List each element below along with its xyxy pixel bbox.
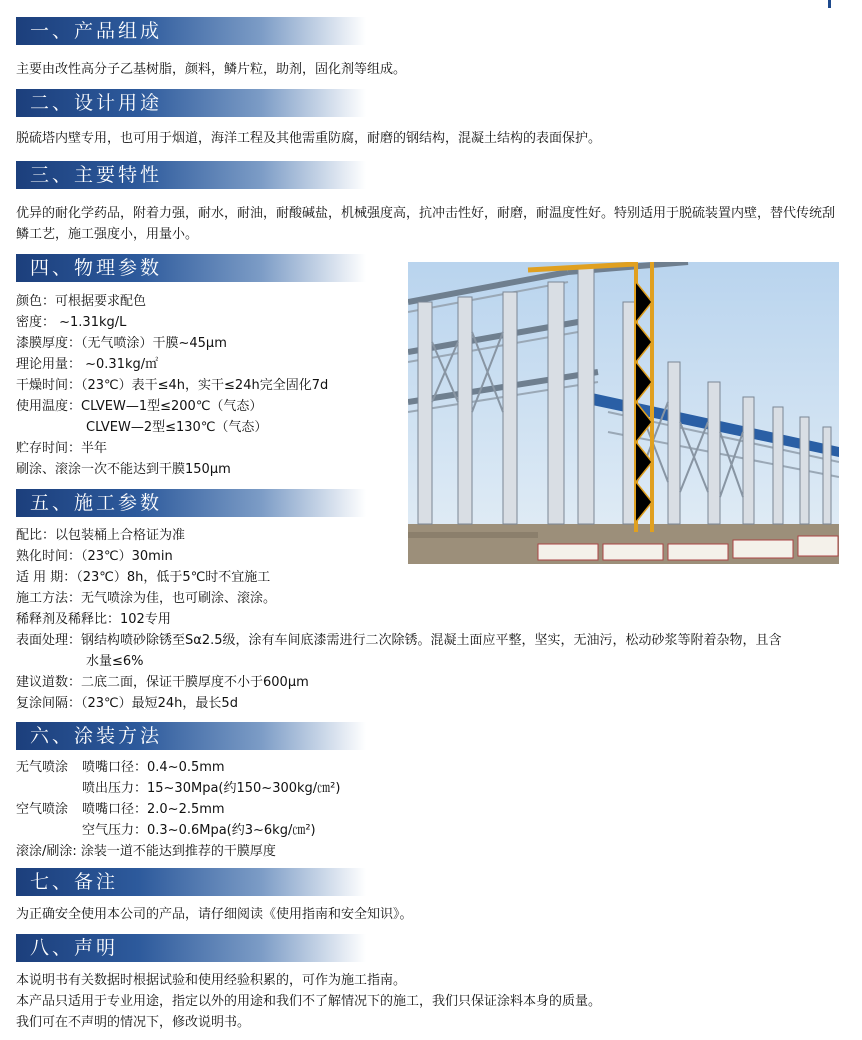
method-roller: 滚涂/刷涂: 涂装一道不能达到推荐的干膜厚度: [16, 844, 276, 859]
param-storage: 贮存时间：半年: [16, 441, 108, 456]
method-airless: 无气喷涂: [16, 760, 69, 775]
param-drying-time: 干燥时间：（23℃）表干≤4h，实干≤24h完全固化7d: [16, 378, 329, 393]
air-pressure: 空气压力：0.3~0.6Mpa(约3~6kg/㎝²): [82, 823, 316, 838]
param-brush-note: 刷涂、滚涂一次不能达到干膜150μm: [16, 462, 231, 477]
app-recoat-interval: 复涂间隔：（23℃）最短24h，最长5d: [16, 696, 238, 711]
app-pot-life: 适 用 期：（23℃）8h，低于5℃时不宜施工: [16, 570, 271, 585]
air-nozzle: 喷嘴口径：2.0~2.5mm: [82, 802, 225, 817]
section-7-header: 七、备注: [16, 868, 366, 896]
app-surface-prep-cont: 水量≤6%: [86, 654, 144, 669]
app-ratio: 配比：以包装桶上合格证为准: [16, 528, 186, 543]
app-thinner: 稀释剂及稀释比：102专用: [16, 612, 171, 627]
section-7-body: 为正确安全使用本公司的产品，请仔细阅读《使用指南和安全知识》。: [16, 907, 413, 922]
airless-pressure: 喷出压力：15~30Mpa(约150~300kg/㎝²): [82, 781, 341, 796]
section-3-body: 优异的耐化学药品，附着力强，耐水，耐油，耐酸碱盐，机械强度高，抗冲击性好，耐磨，耐温度性好。特别适用于脱硫装置内壁，替代传统刮鳞工艺，施工强度小，用量小。: [16, 206, 836, 242]
steel-structure-illustration: [408, 262, 839, 564]
construction-site-photo: [408, 262, 839, 564]
statement-line-3: 我们可在不声明的情况下，修改说明书。: [16, 1015, 251, 1030]
section-2-header: 二、设计用途: [16, 89, 366, 117]
param-service-temp-2: CLVEW—2型≤130℃（气态）: [86, 420, 268, 435]
section-3-header: 三、主要特性: [16, 161, 366, 189]
param-film-thickness: 漆膜厚度：（无气喷涂）干膜~45μm: [16, 336, 227, 351]
app-cure-time: 熟化时间：（23℃）30min: [16, 549, 173, 564]
app-surface-prep: 表面处理：钢结构喷砂除锈至Sα2.5级，涂有车间底漆需进行二次除锈。混凝土面应平整，坚实，无油污，松动砂浆等附着杂物，且含: [16, 633, 782, 648]
param-density: 密度： ~1.31kg/L: [16, 315, 127, 330]
statement-line-2: 本产品只适用于专业用途，指定以外的用途和我们不了解情况下的施工，我们只保证涂料本身的质量。: [16, 994, 602, 1009]
param-theoretical-usage: 理论用量： ~0.31kg/㎡: [16, 357, 159, 372]
section-4-header: 四、物理参数: [16, 254, 366, 282]
section-2-body: 脱硫塔内壁专用，也可用于烟道，海洋工程及其他需重防腐，耐磨的钢结构，混凝土结构的表面保护。: [16, 131, 602, 146]
param-color: 颜色：可根据要求配色: [16, 294, 147, 309]
app-method: 施工方法：无气喷涂为佳，也可刷涂、滚涂。: [16, 591, 277, 606]
section-1-header: 一、产品组成: [16, 17, 366, 45]
app-coats: 建议道数：二底二面，保证干膜厚度不小于600μm: [16, 675, 309, 690]
airless-nozzle: 喷嘴口径：0.4~0.5mm: [82, 760, 225, 775]
section-6-header: 六、涂装方法: [16, 722, 366, 750]
section-5-header: 五、施工参数: [16, 489, 366, 517]
param-service-temp-1: 使用温度：CLVEW—1型≤200℃（气态）: [16, 399, 263, 414]
section-1-body: 主要由改性高分子乙基树脂，颜料，鳞片粒，助剂，固化剂等组成。: [16, 62, 407, 77]
section-8-header: 八、声明: [16, 934, 366, 962]
statement-line-1: 本说明书有关数据时根据试验和使用经验积累的，可作为施工指南。: [16, 973, 407, 988]
corner-marker: [828, 0, 831, 8]
method-air: 空气喷涂: [16, 802, 69, 817]
